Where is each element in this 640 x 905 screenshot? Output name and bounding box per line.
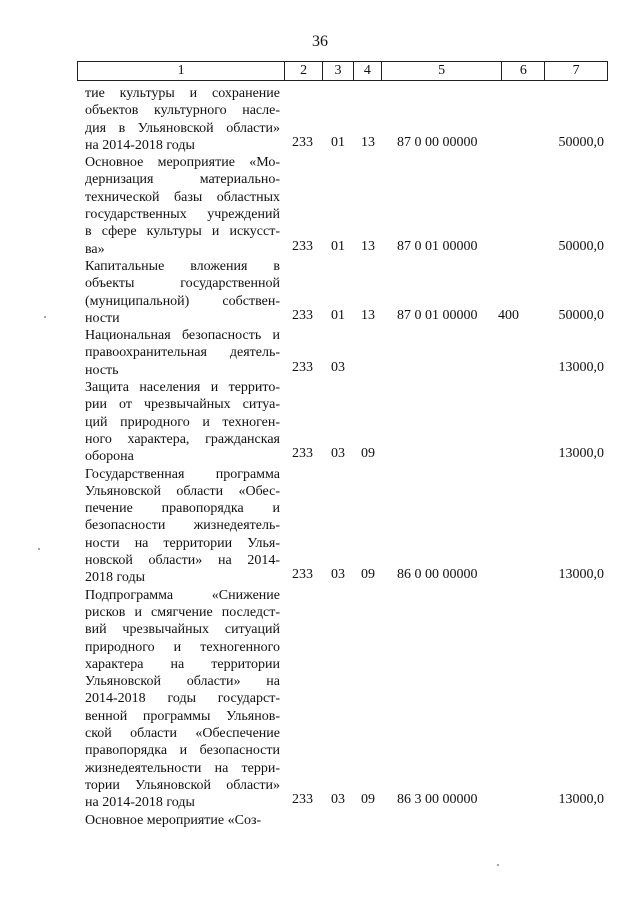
subsection-code: 09 <box>361 792 375 808</box>
description-line: безопасности жизнедеятель- <box>85 518 280 534</box>
description-line: государственных учреждений <box>85 207 280 223</box>
description-line: рии от чрезвычайных ситуа- <box>85 397 280 413</box>
header-col-7: 7 <box>572 63 580 78</box>
subsection-code: 09 <box>361 567 375 583</box>
amount: 50000,0 <box>558 134 604 150</box>
description-line: ности на территории Улья- <box>85 535 280 551</box>
description-line: оборона <box>85 449 134 465</box>
section-code: 03 <box>331 446 345 462</box>
description-line: Основное мероприятие «Соз- <box>85 812 262 828</box>
description-line: печение правопорядка и <box>85 501 280 517</box>
description-line: 2018 годы <box>85 570 146 586</box>
section-code: 01 <box>331 238 345 254</box>
description-line: ного характера, гражданская <box>85 431 280 447</box>
row-description <box>85 85 280 154</box>
admin-code: 233 <box>292 359 313 375</box>
row-description <box>85 466 280 587</box>
target-article-code: 86 0 00 00000 <box>397 567 478 583</box>
description-line: технической базы областных <box>85 189 280 205</box>
description-line: тории Ульяновской области» <box>85 777 280 793</box>
subsection-code: 13 <box>361 238 375 254</box>
description-line: ской области «Обеспечение <box>85 726 280 742</box>
description-line: на 2014-2018 годы <box>85 137 195 153</box>
description-line: Ульяновской области» на <box>85 674 280 690</box>
admin-code: 233 <box>292 567 313 583</box>
amount: 13000,0 <box>558 792 604 808</box>
subsection-code: 09 <box>361 446 375 462</box>
amount: 50000,0 <box>558 238 604 254</box>
header-col-6: 6 <box>502 62 545 80</box>
description-line: ности <box>85 310 120 326</box>
description-line: ций природного и техноген- <box>85 414 280 430</box>
section-code: 01 <box>331 134 345 150</box>
admin-code: 233 <box>292 792 313 808</box>
row-description <box>85 258 280 327</box>
target-article-code: 87 0 01 00000 <box>397 307 478 323</box>
description-line: в сфере культуры и искусст- <box>85 224 280 240</box>
page-number: 36 <box>312 33 328 50</box>
description-line: вий чрезвычайных ситуаций <box>85 622 280 638</box>
description-line: правопорядка и безопасности <box>85 743 280 759</box>
target-article-code: 87 0 00 00000 <box>397 134 478 150</box>
admin-code: 233 <box>292 134 313 150</box>
description-line: объектов культурного насле- <box>85 103 280 119</box>
header-col-4: 4 <box>354 62 382 80</box>
description-line: Защита населения и террито- <box>85 380 280 396</box>
amount: 50000,0 <box>558 307 604 323</box>
expense-type-code: 400 <box>498 307 519 323</box>
scan-speck <box>38 548 40 550</box>
description-line: новской области» на 2014- <box>85 553 280 569</box>
description-line: Национальная безопасность и <box>85 328 280 344</box>
section-code: 03 <box>331 359 345 375</box>
table-header <box>77 61 608 81</box>
description-line: Подпрограмма «Снижение <box>85 587 280 603</box>
scan-speck <box>44 316 46 318</box>
amount: 13000,0 <box>558 567 604 583</box>
description-line: дернизация материально- <box>85 172 280 188</box>
amount: 13000,0 <box>558 359 604 375</box>
description-line: характера на территории <box>85 656 280 672</box>
description-line: правоохранительная деятель- <box>85 345 280 361</box>
header-col-5: 5 <box>382 62 503 80</box>
description-line: венной программы Ульянов- <box>85 708 280 724</box>
section-code: 01 <box>331 307 345 323</box>
header-col-2: 2 <box>285 62 323 80</box>
description-line: Государственная программа <box>85 466 280 482</box>
scan-speck <box>497 864 499 866</box>
description-line: ва» <box>85 241 105 257</box>
admin-code: 233 <box>292 446 313 462</box>
description-line: природного и техногенного <box>85 639 280 655</box>
description-line: Ульяновской области «Обес- <box>85 483 280 499</box>
description-line: жизнедеятельности на терри- <box>85 760 280 776</box>
description-line: на 2014-2018 годы <box>85 795 195 811</box>
description-line: дия в Ульяновской области» <box>85 120 280 136</box>
description-line: тие культуры и сохранение <box>85 86 280 101</box>
description-line: Основное мероприятие «Мо- <box>85 155 280 171</box>
header-col-3: 3 <box>323 62 354 80</box>
section-code: 03 <box>331 567 345 583</box>
header-col-1: 1 <box>78 62 285 80</box>
row-description <box>85 154 280 258</box>
row-description <box>85 812 280 829</box>
description-line: 2014-2018 годы государст- <box>85 691 280 707</box>
description-line: объекты государственной <box>85 276 280 292</box>
description-line: Капитальные вложения в <box>85 259 280 274</box>
admin-code: 233 <box>292 307 313 323</box>
description-line: рисков и смягчение последст- <box>85 604 280 620</box>
description-line: (муниципальной) собствен- <box>85 293 280 309</box>
subsection-code: 13 <box>361 307 375 323</box>
subsection-code: 13 <box>361 134 375 150</box>
admin-code: 233 <box>292 238 313 254</box>
section-code: 03 <box>331 792 345 808</box>
row-description <box>85 327 280 379</box>
target-article-code: 87 0 01 00000 <box>397 238 478 254</box>
target-article-code: 86 3 00 00000 <box>397 792 478 808</box>
description-line: ность <box>85 362 119 378</box>
row-description <box>85 587 280 812</box>
row-description <box>85 379 280 465</box>
amount: 13000,0 <box>558 446 604 462</box>
